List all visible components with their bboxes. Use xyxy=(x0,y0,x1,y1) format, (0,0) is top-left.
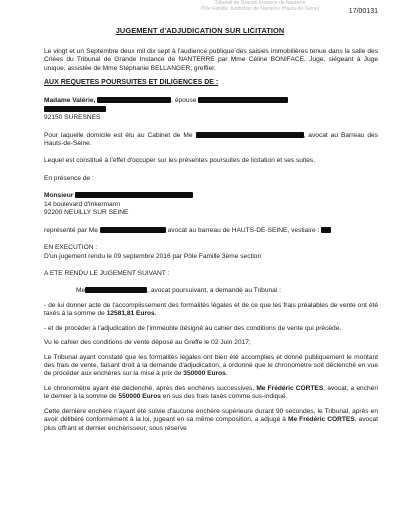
letterhead-line-2: Pôle Famille Juridiction de Nanterre (Hauts-de-Seine) xyxy=(200,6,320,12)
tribunal-amount: 350000 Euros xyxy=(183,370,226,378)
chrono-paragraph xyxy=(44,385,378,402)
court-letterhead xyxy=(170,0,350,12)
domicile-paragraph xyxy=(44,132,378,149)
redacted-block xyxy=(75,192,193,198)
tribunal-text-b: . xyxy=(225,370,228,378)
chrono-text-a: Le chronomètre ayant été déclenché, après des enchères successives, xyxy=(44,384,255,392)
redacted-block xyxy=(198,97,288,103)
letterhead-line-1: Tribunal de Grande Instance de Nanterre xyxy=(214,0,306,6)
demand1-amount: 12581,81 Euros xyxy=(106,310,155,318)
domicile-suffix: , avocat au Barreau des Hauts-de-Seine. xyxy=(44,131,378,148)
intro-paragraph: Le vingt et un Septembre deux mil dix sept à l'audience publique des saisies immobilières tenue dans la salle des Criées du Tribunal de Grande Instance de NANTERRE par Mme Céline BONIFACE, Juge, siégeant à Juge unique, assistée de Mme Stéphanie BELLANGER, greffier. xyxy=(44,48,378,72)
final-name: Me Frédéric CORTES xyxy=(287,416,355,424)
chrono-name: Me Frédéric CORTES xyxy=(256,384,324,392)
party2-title: Monsieur xyxy=(44,192,74,200)
document-body xyxy=(44,48,378,433)
me-suffix: , avocat poursuivant, a demandé au Tribunal : xyxy=(147,287,281,295)
chrono-text-b: , avocat, a enchéri le dernier à la somme de xyxy=(44,384,378,401)
party1-address-line xyxy=(44,106,378,114)
party1-name: Madame Valérie, xyxy=(44,97,96,105)
redacted-block xyxy=(196,132,304,138)
party1-city: 92150 SURESNES xyxy=(44,114,101,122)
represente-paragraph xyxy=(44,227,378,235)
chrono-amount: 550000 Euros xyxy=(118,393,161,401)
demand1-text-a: - de lui donner acte de l'accomplissement des formalités légales et de ce que les frais préalables de vente ont été taxés à la somme de xyxy=(44,301,378,318)
chrono-text-c: en sus des frais taxés comme sus-indiqué. xyxy=(162,393,288,401)
represente-suffix: avocat au barreau de HAUTS-DE-SEINE, vestiaire : xyxy=(167,226,320,234)
document-number: 17/00131 xyxy=(348,8,378,15)
party2-city: 92200 NEUILLY SUR SEINE xyxy=(44,209,129,217)
party2-line xyxy=(44,192,378,200)
tribunal-text-a: Le Tribunal ayant constaté que les formalités légales ont bien été accomplies et donné publiquement le montant des frais de vente, faisant droit à la demande d'adjudication, a ordonné que le chronomètre soit déclenché en vue de procéder aux enchères sur la mise à prix de xyxy=(44,353,378,378)
tribunal-paragraph xyxy=(44,354,378,379)
presence-line: En présence de : xyxy=(44,174,94,182)
execution-text: D'un jugement rendu le 09 septembre 2016 par Pôle Famille 3ème section xyxy=(44,252,262,260)
final-text-b: , avocat plus offrant et dernier enchérisseur, sous réserve xyxy=(44,416,379,432)
me-prefix: Me xyxy=(76,287,86,295)
final-paragraph xyxy=(44,408,378,433)
vu-line: Vu le cahier des conditions de vente déposé au Greffe le 02 Juin 2017; xyxy=(44,339,251,347)
party1-epouse: , épouse xyxy=(171,97,197,105)
redacted-block xyxy=(44,106,106,112)
document-title: JUGEMENT d'ADJUDICATION SUR LICITATION xyxy=(115,26,285,35)
redacted-block xyxy=(100,227,166,233)
final-text-a: Cette dernière enchère n'ayant été suivie d'aucune enchère supérieure durant 90 secondes, le Tribunal, après en avoir délibéré conformément à la loi, jugeant en sa même composition, a adjugé à xyxy=(44,407,378,424)
domicile-prefix: Pour laquelle domicile est élu au Cabinet de Me xyxy=(44,131,193,139)
represente-prefix: représenté par Me xyxy=(44,226,98,234)
execution-heading: EN EXECUTION : xyxy=(44,244,98,252)
demand-1 xyxy=(44,302,378,319)
redacted-block xyxy=(97,97,171,103)
redacted-block xyxy=(85,287,147,293)
rendu-heading: A ETE RENDU LE JUGEMENT SUIVANT : xyxy=(44,269,170,277)
party2-address: 14 boulevard d'Inkermann xyxy=(44,200,121,208)
constitue-paragraph: Lequel est constitué à l'effet d'occuper sur les présentes poursuites de licitation et ses suites. xyxy=(44,157,316,165)
requetes-heading: AUX REQUETES POURSUITES ET DILIGENCES DE : xyxy=(44,79,219,87)
redacted-block xyxy=(321,227,331,233)
demand-2: - et de procéder à l'adjudication de l'immeuble désigné au cahier des conditions de vente qui précède. xyxy=(44,324,342,332)
demand1-text-b: . xyxy=(154,310,157,318)
party1-line xyxy=(44,97,378,105)
me-line xyxy=(44,287,378,295)
